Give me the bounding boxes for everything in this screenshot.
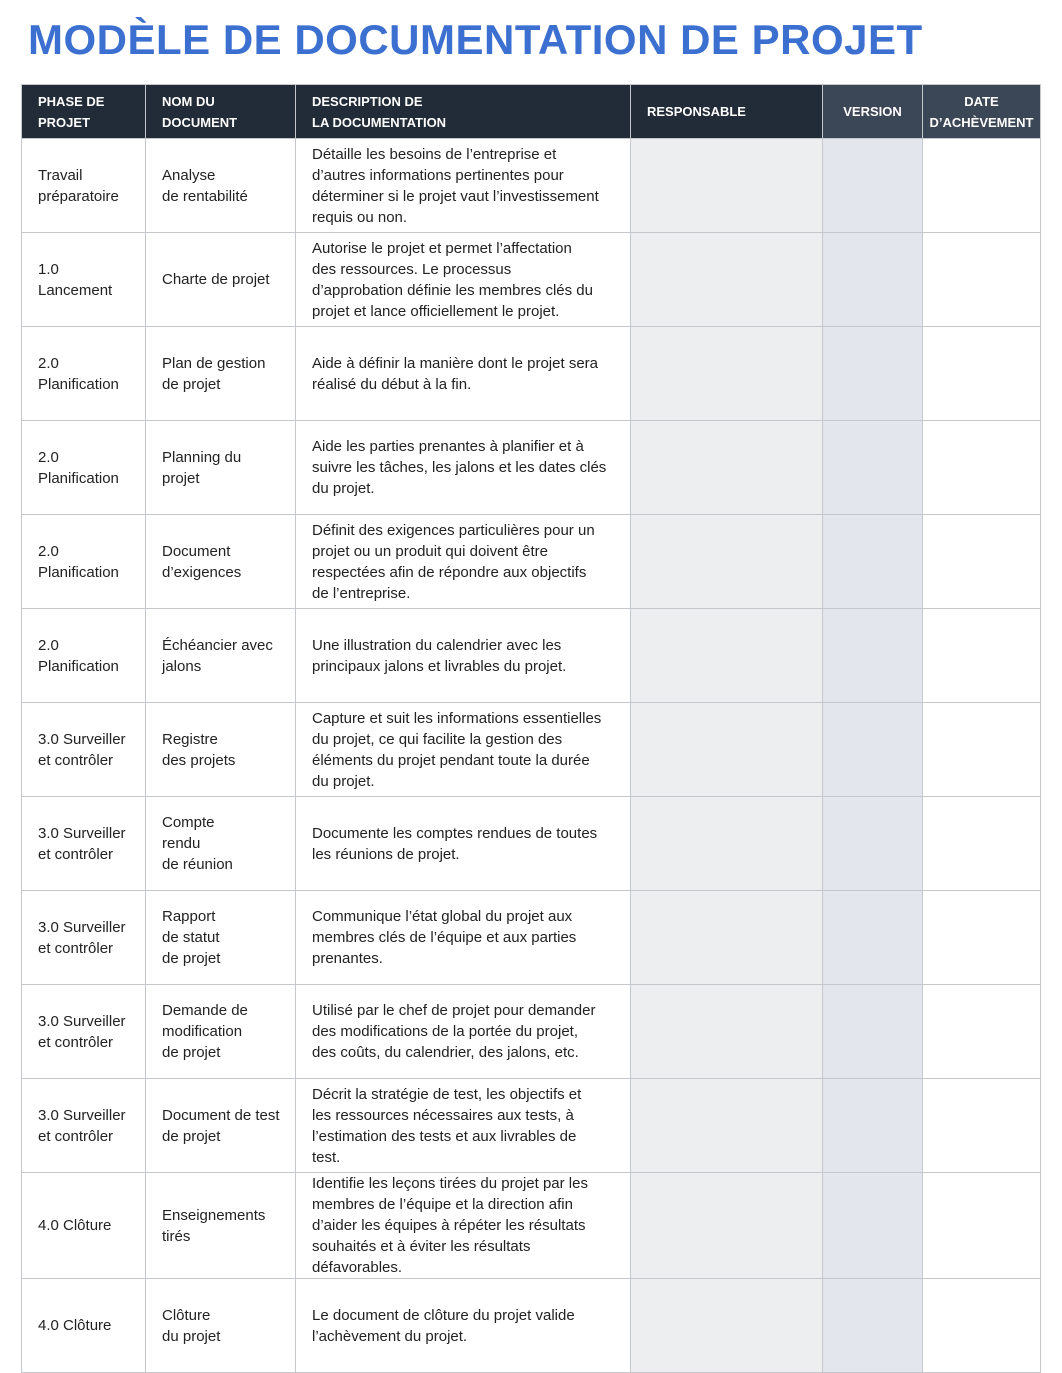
phase-cell: 3.0 Surveiller et contrôler	[22, 891, 146, 985]
completion-date-cell[interactable]	[923, 985, 1041, 1079]
completion-date-cell[interactable]	[923, 139, 1041, 233]
responsible-cell[interactable]	[631, 1173, 823, 1279]
document-name-cell: Rapport de statut de projet	[146, 891, 296, 985]
version-cell[interactable]	[823, 515, 923, 609]
version-cell[interactable]	[823, 985, 923, 1079]
phase-cell: 1.0 Lancement	[22, 233, 146, 327]
phase-cell: 3.0 Surveiller et contrôler	[22, 797, 146, 891]
description-cell: Utilisé par le chef de projet pour demander des modifications de la portée du projet, des coûts, du calendrier, des jalons, etc.	[296, 985, 631, 1079]
completion-date-cell[interactable]	[923, 609, 1041, 703]
responsible-cell[interactable]	[631, 797, 823, 891]
description-cell: Aide à définir la manière dont le projet sera réalisé du début à la fin.	[296, 327, 631, 421]
completion-date-cell[interactable]	[923, 515, 1041, 609]
table-row	[22, 327, 1041, 421]
phase-cell: 2.0 Planification	[22, 515, 146, 609]
description-cell: Détaille les besoins de l’entreprise et d’autres informations pertinentes pour déterminer si le projet vaut l’investissement requis ou non.	[296, 139, 631, 233]
responsible-cell[interactable]	[631, 515, 823, 609]
phase-cell: 2.0 Planification	[22, 421, 146, 515]
completion-date-cell[interactable]	[923, 703, 1041, 797]
responsible-cell[interactable]	[631, 1079, 823, 1173]
table-row	[22, 1079, 1041, 1173]
description-cell: Aide les parties prenantes à planifier et à suivre les tâches, les jalons et les dates clés du projet.	[296, 421, 631, 515]
description-cell: Définit des exigences particulières pour un projet ou un produit qui doivent être respectées afin de répondre aux objectifs de l’entreprise.	[296, 515, 631, 609]
description-cell: Capture et suit les informations essentielles du projet, ce qui facilite la gestion des éléments du projet pendant toute la durée du projet.	[296, 703, 631, 797]
completion-date-cell[interactable]	[923, 891, 1041, 985]
responsible-cell[interactable]	[631, 327, 823, 421]
phase-cell: 4.0 Clôture	[22, 1173, 146, 1279]
table-header	[22, 85, 1041, 139]
column-header-version: VERSION	[823, 85, 923, 139]
responsible-cell[interactable]	[631, 985, 823, 1079]
phase-cell: 3.0 Surveiller et contrôler	[22, 703, 146, 797]
document-name-cell: Compte rendu de réunion	[146, 797, 296, 891]
version-cell[interactable]	[823, 1079, 923, 1173]
version-cell[interactable]	[823, 233, 923, 327]
phase-cell: 3.0 Surveiller et contrôler	[22, 985, 146, 1079]
header-row	[22, 85, 1041, 139]
version-cell[interactable]	[823, 891, 923, 985]
column-header-completion-date: DATE D’ACHÈVEMENT	[923, 85, 1041, 139]
document-name-cell: Échéancier avec jalons	[146, 609, 296, 703]
document-name-cell: Document d’exigences	[146, 515, 296, 609]
version-cell[interactable]	[823, 609, 923, 703]
table-row	[22, 139, 1041, 233]
column-header-description: DESCRIPTION DE LA DOCUMENTATION	[296, 85, 631, 139]
version-cell[interactable]	[823, 1279, 923, 1373]
document-name-cell: Planning du projet	[146, 421, 296, 515]
document-name-cell: Analyse de rentabilité	[146, 139, 296, 233]
table-row	[22, 233, 1041, 327]
description-cell: Une illustration du calendrier avec les principaux jalons et livrables du projet.	[296, 609, 631, 703]
description-cell: Autorise le projet et permet l’affectation des ressources. Le processus d’approbation définie les membres clés du projet et lance officiellement le projet.	[296, 233, 631, 327]
document-name-cell: Plan de gestion de projet	[146, 327, 296, 421]
version-cell[interactable]	[823, 703, 923, 797]
completion-date-cell[interactable]	[923, 421, 1041, 515]
version-cell[interactable]	[823, 1173, 923, 1279]
table-body	[22, 139, 1041, 1373]
version-cell[interactable]	[823, 139, 923, 233]
phase-cell: Travail préparatoire	[22, 139, 146, 233]
description-cell: Décrit la stratégie de test, les objectifs et les ressources nécessaires aux tests, à l’estimation des tests et aux livrables de test.	[296, 1079, 631, 1173]
description-cell: Le document de clôture du projet valide l’achèvement du projet.	[296, 1279, 631, 1373]
table-row	[22, 985, 1041, 1079]
responsible-cell[interactable]	[631, 703, 823, 797]
version-cell[interactable]	[823, 797, 923, 891]
responsible-cell[interactable]	[631, 891, 823, 985]
page-title: MODÈLE DE DOCUMENTATION DE PROJET	[28, 16, 923, 63]
responsible-cell[interactable]	[631, 1279, 823, 1373]
document-name-cell: Charte de projet	[146, 233, 296, 327]
completion-date-cell[interactable]	[923, 327, 1041, 421]
description-cell: Identifie les leçons tirées du projet par les membres de l’équipe et la direction afin d’aider les équipes à répéter les résultats souhaités et à éviter les résultats défavorables.	[296, 1173, 631, 1279]
table-row	[22, 1279, 1041, 1373]
documentation-table	[21, 84, 1041, 1373]
responsible-cell[interactable]	[631, 421, 823, 515]
responsible-cell[interactable]	[631, 609, 823, 703]
table-row	[22, 891, 1041, 985]
column-header-document-name: NOM DU DOCUMENT	[146, 85, 296, 139]
table-row	[22, 703, 1041, 797]
version-cell[interactable]	[823, 421, 923, 515]
table-row	[22, 1173, 1041, 1279]
phase-cell: 2.0 Planification	[22, 327, 146, 421]
version-cell[interactable]	[823, 327, 923, 421]
table-row	[22, 797, 1041, 891]
document-name-cell: Registre des projets	[146, 703, 296, 797]
table-row	[22, 421, 1041, 515]
phase-cell: 4.0 Clôture	[22, 1279, 146, 1373]
completion-date-cell[interactable]	[923, 797, 1041, 891]
document-name-cell: Document de test de projet	[146, 1079, 296, 1173]
phase-cell: 3.0 Surveiller et contrôler	[22, 1079, 146, 1173]
document-name-cell: Clôture du projet	[146, 1279, 296, 1373]
document-name-cell: Demande de modification de projet	[146, 985, 296, 1079]
responsible-cell[interactable]	[631, 139, 823, 233]
responsible-cell[interactable]	[631, 233, 823, 327]
column-header-phase: PHASE DE PROJET	[22, 85, 146, 139]
table-row	[22, 515, 1041, 609]
completion-date-cell[interactable]	[923, 1079, 1041, 1173]
completion-date-cell[interactable]	[923, 1279, 1041, 1373]
document-name-cell: Enseignements tirés	[146, 1173, 296, 1279]
table-row	[22, 609, 1041, 703]
phase-cell: 2.0 Planification	[22, 609, 146, 703]
completion-date-cell[interactable]	[923, 233, 1041, 327]
column-header-responsible: RESPONSABLE	[631, 85, 823, 139]
description-cell: Communique l’état global du projet aux membres clés de l’équipe et aux parties prenantes.	[296, 891, 631, 985]
description-cell: Documente les comptes rendues de toutes les réunions de projet.	[296, 797, 631, 891]
completion-date-cell[interactable]	[923, 1173, 1041, 1279]
